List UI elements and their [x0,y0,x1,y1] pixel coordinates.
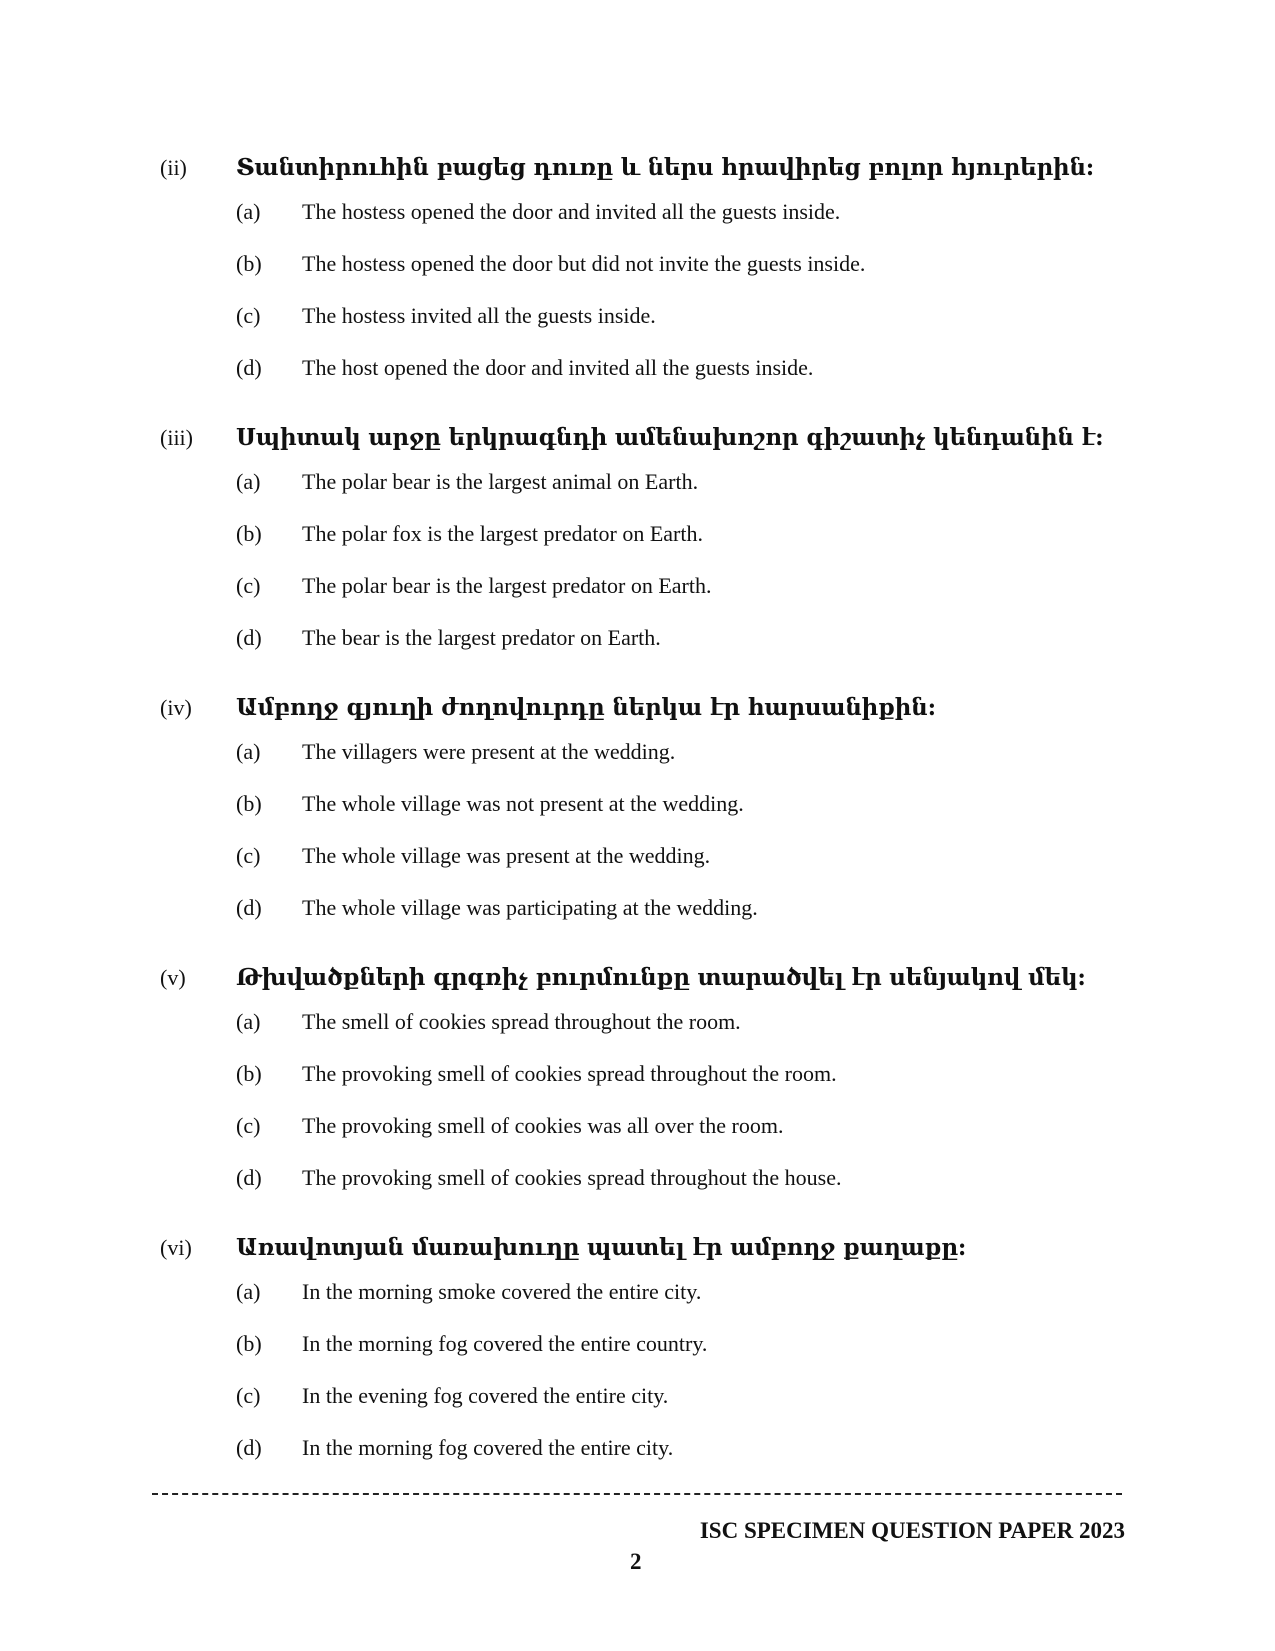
question-prompt: Առավոտյան մառախուղը պատել էր ամբողջ քաղաքը: [236,1234,967,1261]
option-text: In the morning smoke covered the entire city. [302,1279,702,1304]
option-text: The host opened the door and invited all the guests inside. [302,355,814,380]
option-text: The bear is the largest predator on Earth. [302,625,661,650]
option-b [160,505,1160,557]
option-text: The whole village was not present at the wedding. [302,791,744,816]
option-c [160,1367,1160,1419]
option-d [160,1419,1160,1471]
question-header [160,1233,1160,1263]
question-number: (iv) [160,695,192,720]
option-a [160,993,1160,1045]
option-text: The hostess invited all the guests inside. [302,303,656,328]
option-d [160,1149,1160,1201]
option-text: The provoking smell of cookies spread throughout the house. [302,1165,842,1190]
question-prompt: Սպիտակ արջը երկրագնդի ամենախոշոր գիշատիչ կենդանին է: [236,424,1104,451]
question-number: (iii) [160,425,193,450]
option-label: (c) [236,843,261,868]
option-text: In the morning fog covered the entire country. [302,1331,708,1356]
option-b [160,775,1160,827]
footer-divider [152,1493,1122,1495]
option-label: (b) [236,251,262,276]
option-label: (d) [236,355,262,380]
option-text: In the morning fog covered the entire city. [302,1435,674,1460]
footer-title: ISC SPECIMEN QUESTION PAPER 2023 [699,1518,1125,1543]
option-a [160,453,1160,505]
question-header [160,693,1160,723]
question-header [160,423,1160,453]
option-label: (b) [236,521,262,546]
option-label: (a) [236,199,261,224]
option-b [160,235,1160,287]
option-text: The whole village was present at the wedding. [302,843,711,868]
option-text: The provoking smell of cookies spread throughout the room. [302,1061,837,1086]
question-number: (vi) [160,1235,192,1260]
question-iii [160,423,1160,661]
option-label: (d) [236,625,262,650]
page-number: 2 [630,1549,642,1574]
option-a [160,183,1160,235]
question-ii [160,153,1160,391]
option-text: The whole village was participating at the wedding. [302,895,758,920]
option-label: (a) [236,469,261,494]
option-label: (a) [236,1009,261,1034]
option-c [160,1097,1160,1149]
question-prompt: Տանտիրուհին բացեց դուռը և ներս հրավիրեց բոլոր հյուրերին: [236,154,1095,181]
option-b [160,1045,1160,1097]
option-b [160,1315,1160,1367]
option-text: The hostess opened the door but did not invite the guests inside. [302,251,866,276]
question-v [160,963,1160,1201]
option-a [160,1263,1160,1315]
question-number: (ii) [160,155,187,180]
option-label: (b) [236,1331,262,1356]
option-label: (c) [236,573,261,598]
option-text: The polar bear is the largest predator on Earth. [302,573,712,598]
option-text: The polar bear is the largest animal on Earth. [302,469,699,494]
option-d [160,339,1160,391]
option-c [160,287,1160,339]
option-label: (c) [236,1113,261,1138]
question-iv [160,693,1160,931]
option-d [160,879,1160,931]
option-label: (d) [236,895,262,920]
option-label: (b) [236,1061,262,1086]
question-header [160,153,1160,183]
option-label: (d) [236,1165,262,1190]
option-c [160,827,1160,879]
option-label: (c) [236,1383,261,1408]
question-number: (v) [160,965,186,990]
question-header [160,963,1160,993]
option-c [160,557,1160,609]
question-vi [160,1233,1160,1471]
option-label: (d) [236,1435,262,1460]
option-label: (a) [236,739,261,764]
option-text: The provoking smell of cookies was all over the room. [302,1113,784,1138]
option-text: The villagers were present at the wedding. [302,739,676,764]
option-text: The polar fox is the largest predator on Earth. [302,521,703,546]
option-text: In the evening fog covered the entire city. [302,1383,669,1408]
option-label: (c) [236,303,261,328]
option-a [160,723,1160,775]
option-label: (a) [236,1279,261,1304]
option-text: The hostess opened the door and invited all the guests inside. [302,199,841,224]
option-text: The smell of cookies spread throughout the room. [302,1009,741,1034]
option-label: (b) [236,791,262,816]
question-prompt: Ամբողջ գյուղի ժողովուրդը ներկա էր հարսանիքին: [236,694,936,721]
question-prompt: Թխվածքների գրգռիչ բուրմունքը տարածվել էր սենյակով մեկ: [236,964,1086,991]
option-d [160,609,1160,661]
